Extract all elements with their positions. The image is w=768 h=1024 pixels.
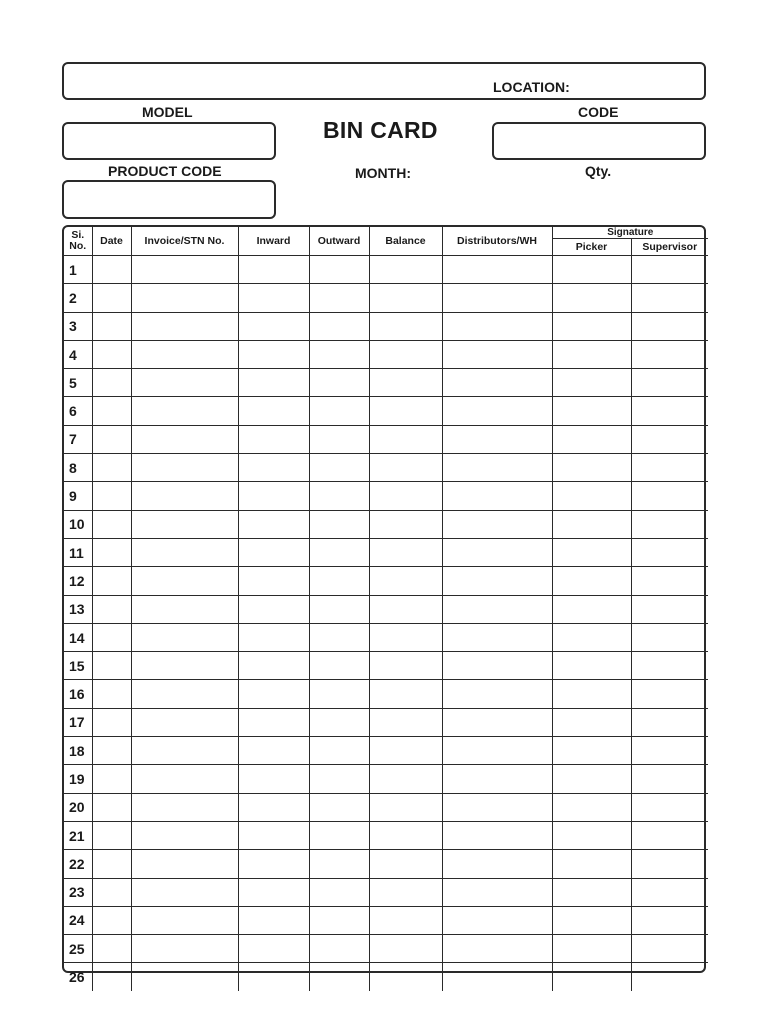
table-cell[interactable] [309, 878, 369, 906]
table-cell[interactable] [238, 312, 309, 340]
table-cell[interactable] [131, 595, 238, 623]
table-cell[interactable] [369, 821, 442, 849]
row-number: 1 [64, 256, 92, 284]
table-row [64, 821, 708, 849]
table-cell[interactable] [92, 538, 131, 566]
table-cell[interactable] [92, 765, 131, 793]
row-number: 23 [64, 878, 92, 906]
table-cell[interactable] [238, 397, 309, 425]
table-cell[interactable] [238, 935, 309, 963]
table-row [64, 595, 708, 623]
table-cell[interactable] [92, 737, 131, 765]
table-cell[interactable] [552, 737, 631, 765]
table-row [64, 538, 708, 566]
table-cell[interactable] [631, 623, 708, 651]
table-cell[interactable] [631, 652, 708, 680]
table-cell[interactable] [552, 765, 631, 793]
table-cell[interactable] [631, 312, 708, 340]
table-cell[interactable] [631, 510, 708, 538]
table-cell[interactable] [92, 425, 131, 453]
table-cell[interactable] [131, 538, 238, 566]
table-cell[interactable] [369, 567, 442, 595]
table-cell[interactable] [92, 963, 131, 991]
table-row [64, 425, 708, 453]
table-cell[interactable] [238, 765, 309, 793]
col-sl-no: Si. No. [64, 227, 92, 256]
table-cell[interactable] [131, 935, 238, 963]
table-cell[interactable] [552, 284, 631, 312]
table-cell[interactable] [309, 369, 369, 397]
col-date: Date [92, 227, 131, 256]
table-cell[interactable] [442, 510, 552, 538]
table-cell[interactable] [131, 312, 238, 340]
table-cell[interactable] [552, 256, 631, 284]
table-cell[interactable] [631, 369, 708, 397]
table-cell[interactable] [309, 737, 369, 765]
table-cell[interactable] [631, 708, 708, 736]
table-cell[interactable] [631, 935, 708, 963]
table-cell[interactable] [552, 963, 631, 991]
table-cell[interactable] [631, 878, 708, 906]
table-cell[interactable] [309, 623, 369, 651]
row-number: 8 [64, 454, 92, 482]
table-cell[interactable] [552, 567, 631, 595]
table-row [64, 369, 708, 397]
table-cell[interactable] [238, 793, 309, 821]
table-cell[interactable] [238, 284, 309, 312]
table-cell[interactable] [92, 793, 131, 821]
table-cell[interactable] [131, 878, 238, 906]
table-cell[interactable] [92, 510, 131, 538]
table-cell[interactable] [131, 850, 238, 878]
table-cell[interactable] [131, 623, 238, 651]
table-cell[interactable] [631, 256, 708, 284]
table-cell[interactable] [238, 454, 309, 482]
table-cell[interactable] [131, 737, 238, 765]
table-cell[interactable] [92, 850, 131, 878]
table-cell[interactable] [369, 623, 442, 651]
table-cell[interactable] [92, 256, 131, 284]
table-cell[interactable] [238, 567, 309, 595]
table-cell[interactable] [131, 256, 238, 284]
table-row [64, 284, 708, 312]
table-cell[interactable] [238, 878, 309, 906]
table-cell[interactable] [131, 567, 238, 595]
table-cell[interactable] [238, 623, 309, 651]
row-number: 18 [64, 737, 92, 765]
table-cell[interactable] [92, 312, 131, 340]
table-cell[interactable] [309, 284, 369, 312]
row-number: 12 [64, 567, 92, 595]
table-cell[interactable] [309, 680, 369, 708]
table-cell[interactable] [92, 878, 131, 906]
table-cell[interactable] [369, 708, 442, 736]
row-number: 13 [64, 595, 92, 623]
table-cell[interactable] [552, 850, 631, 878]
table-row [64, 397, 708, 425]
table-cell[interactable] [309, 510, 369, 538]
table-row [64, 850, 708, 878]
table-cell[interactable] [442, 312, 552, 340]
table-cell[interactable] [238, 425, 309, 453]
table-cell[interactable] [552, 425, 631, 453]
table-cell[interactable] [309, 538, 369, 566]
table-cell[interactable] [309, 963, 369, 991]
table-cell[interactable] [552, 482, 631, 510]
table-cell[interactable] [92, 567, 131, 595]
table-cell[interactable] [131, 454, 238, 482]
table-cell[interactable] [238, 538, 309, 566]
table-cell[interactable] [631, 680, 708, 708]
table-cell[interactable] [552, 454, 631, 482]
table-cell[interactable] [442, 454, 552, 482]
table-cell[interactable] [369, 963, 442, 991]
col-invoice: Invoice/STN No. [131, 227, 238, 256]
table-cell[interactable] [92, 340, 131, 368]
row-number: 22 [64, 850, 92, 878]
row-number: 2 [64, 284, 92, 312]
table-cell[interactable] [92, 906, 131, 934]
table-cell[interactable] [442, 906, 552, 934]
table-cell[interactable] [238, 482, 309, 510]
table-row [64, 935, 708, 963]
table-cell[interactable] [369, 850, 442, 878]
table-cell[interactable] [442, 567, 552, 595]
table-row [64, 510, 708, 538]
table-cell[interactable] [631, 850, 708, 878]
table-cell[interactable] [631, 567, 708, 595]
table-cell[interactable] [369, 793, 442, 821]
table-cell[interactable] [309, 340, 369, 368]
table-cell[interactable] [369, 652, 442, 680]
row-number: 3 [64, 312, 92, 340]
col-picker: Picker [552, 239, 631, 256]
table-cell[interactable] [369, 369, 442, 397]
table-cell[interactable] [131, 397, 238, 425]
table-cell[interactable] [369, 765, 442, 793]
row-number: 20 [64, 793, 92, 821]
month-label: MONTH: [355, 165, 411, 181]
table-row [64, 765, 708, 793]
table-row [64, 312, 708, 340]
table-cell[interactable] [552, 652, 631, 680]
table-cell[interactable] [92, 454, 131, 482]
table-cell[interactable] [631, 425, 708, 453]
table-cell[interactable] [238, 850, 309, 878]
table-cell[interactable] [369, 312, 442, 340]
table-cell[interactable] [369, 935, 442, 963]
row-number: 15 [64, 652, 92, 680]
table-cell[interactable] [631, 765, 708, 793]
col-supervisor: Supervisor [631, 239, 708, 256]
code-label: CODE [578, 104, 619, 120]
table-cell[interactable] [552, 708, 631, 736]
table-cell[interactable] [552, 369, 631, 397]
table-cell[interactable] [631, 454, 708, 482]
location-label: LOCATION: [493, 79, 570, 95]
table-cell[interactable] [442, 623, 552, 651]
table-cell[interactable] [131, 821, 238, 849]
table-cell[interactable] [309, 482, 369, 510]
row-number: 24 [64, 906, 92, 934]
table-cell[interactable] [631, 482, 708, 510]
table-cell[interactable] [131, 765, 238, 793]
row-number: 10 [64, 510, 92, 538]
table-cell[interactable] [552, 821, 631, 849]
table-cell[interactable] [238, 906, 309, 934]
table-cell[interactable] [442, 284, 552, 312]
table-row [64, 793, 708, 821]
table-cell[interactable] [309, 652, 369, 680]
row-number: 21 [64, 821, 92, 849]
col-inward: Inward [238, 227, 309, 256]
table-cell[interactable] [309, 793, 369, 821]
col-signature: Signature [552, 227, 708, 239]
table-cell[interactable] [552, 680, 631, 708]
table-cell[interactable] [309, 454, 369, 482]
table-cell[interactable] [442, 256, 552, 284]
model-label: MODEL [142, 104, 193, 120]
row-number: 17 [64, 708, 92, 736]
table-cell[interactable] [442, 708, 552, 736]
table-cell[interactable] [369, 538, 442, 566]
table-row [64, 482, 708, 510]
col-balance: Balance [369, 227, 442, 256]
table-cell[interactable] [631, 538, 708, 566]
row-number: 25 [64, 935, 92, 963]
model-field[interactable] [62, 122, 276, 160]
table-cell[interactable] [92, 935, 131, 963]
table-cell[interactable] [309, 935, 369, 963]
table-cell[interactable] [238, 821, 309, 849]
table-cell[interactable] [131, 708, 238, 736]
row-number: 26 [64, 963, 92, 991]
table-cell[interactable] [369, 737, 442, 765]
table-cell[interactable] [92, 623, 131, 651]
row-number: 9 [64, 482, 92, 510]
code-field[interactable] [492, 122, 706, 160]
table-cell[interactable] [442, 652, 552, 680]
table-cell[interactable] [238, 595, 309, 623]
table-cell[interactable] [131, 652, 238, 680]
table-cell[interactable] [442, 369, 552, 397]
table-cell[interactable] [369, 256, 442, 284]
table-cell[interactable] [442, 538, 552, 566]
table-cell[interactable] [92, 595, 131, 623]
table-cell[interactable] [552, 623, 631, 651]
table-cell[interactable] [309, 312, 369, 340]
table-cell[interactable] [631, 284, 708, 312]
table-cell[interactable] [309, 906, 369, 934]
table-cell[interactable] [92, 680, 131, 708]
table-cell[interactable] [369, 454, 442, 482]
table-cell[interactable] [631, 340, 708, 368]
table-cell[interactable] [369, 680, 442, 708]
row-number: 14 [64, 623, 92, 651]
table-cell[interactable] [92, 482, 131, 510]
table-cell[interactable] [309, 425, 369, 453]
row-number: 7 [64, 425, 92, 453]
table-cell[interactable] [131, 680, 238, 708]
table-cell[interactable] [442, 850, 552, 878]
table-cell[interactable] [631, 397, 708, 425]
table-cell[interactable] [92, 652, 131, 680]
table-cell[interactable] [369, 340, 442, 368]
table-row [64, 340, 708, 368]
table-cell[interactable] [309, 397, 369, 425]
table-cell[interactable] [238, 737, 309, 765]
table-cell[interactable] [131, 284, 238, 312]
table-cell[interactable] [631, 595, 708, 623]
table-cell[interactable] [369, 906, 442, 934]
table-cell[interactable] [369, 510, 442, 538]
table-cell[interactable] [552, 793, 631, 821]
table-cell[interactable] [238, 652, 309, 680]
table-cell[interactable] [369, 397, 442, 425]
table-cell[interactable] [238, 369, 309, 397]
table-row [64, 737, 708, 765]
table-row [64, 680, 708, 708]
row-number: 4 [64, 340, 92, 368]
table-cell[interactable] [238, 680, 309, 708]
bin-card-table [62, 225, 706, 986]
table-cell[interactable] [92, 821, 131, 849]
table-cell[interactable] [631, 793, 708, 821]
table-cell[interactable] [238, 963, 309, 991]
table-cell[interactable] [631, 963, 708, 991]
col-outward: Outward [309, 227, 369, 256]
table-cell[interactable] [131, 340, 238, 368]
table-row [64, 623, 708, 651]
table-cell[interactable] [552, 878, 631, 906]
table-cell[interactable] [552, 510, 631, 538]
table-cell[interactable] [442, 765, 552, 793]
table-cell[interactable] [92, 397, 131, 425]
product-code-field[interactable] [62, 180, 276, 219]
table-cell[interactable] [442, 482, 552, 510]
table-cell[interactable] [238, 340, 309, 368]
row-number: 19 [64, 765, 92, 793]
product-code-label: PRODUCT CODE [108, 163, 222, 179]
table-cell[interactable] [442, 963, 552, 991]
table-cell[interactable] [131, 510, 238, 538]
table-cell[interactable] [442, 425, 552, 453]
table-cell[interactable] [369, 878, 442, 906]
table-row [64, 454, 708, 482]
row-number: 5 [64, 369, 92, 397]
table-cell[interactable] [131, 425, 238, 453]
table-cell[interactable] [92, 369, 131, 397]
table-cell[interactable] [631, 906, 708, 934]
table-cell[interactable] [238, 708, 309, 736]
table-cell[interactable] [131, 963, 238, 991]
table-cell[interactable] [552, 312, 631, 340]
table-cell[interactable] [309, 567, 369, 595]
table-cell[interactable] [442, 793, 552, 821]
location-field[interactable] [62, 62, 706, 100]
table-cell[interactable] [369, 482, 442, 510]
row-number: 6 [64, 397, 92, 425]
table-cell[interactable] [309, 765, 369, 793]
table-cell[interactable] [309, 708, 369, 736]
row-number: 16 [64, 680, 92, 708]
table-cell[interactable] [131, 482, 238, 510]
table-cell[interactable] [442, 595, 552, 623]
row-number: 11 [64, 538, 92, 566]
table-cell[interactable] [552, 538, 631, 566]
col-distributors: Distributors/WH [442, 227, 552, 256]
table-row [64, 652, 708, 680]
table-cell[interactable] [369, 425, 442, 453]
table-cell[interactable] [131, 793, 238, 821]
table-cell[interactable] [131, 906, 238, 934]
page-title: BIN CARD [323, 117, 438, 143]
table-cell[interactable] [238, 256, 309, 284]
table-cell[interactable] [309, 821, 369, 849]
table-cell[interactable] [309, 256, 369, 284]
table-cell[interactable] [238, 510, 309, 538]
table-row [64, 567, 708, 595]
table-cell[interactable] [369, 595, 442, 623]
table-row [64, 878, 708, 906]
table-cell[interactable] [309, 595, 369, 623]
table-cell[interactable] [631, 737, 708, 765]
table-cell[interactable] [442, 737, 552, 765]
table-cell[interactable] [552, 397, 631, 425]
table-cell[interactable] [631, 821, 708, 849]
table-cell[interactable] [369, 284, 442, 312]
table-row [64, 906, 708, 934]
table-cell[interactable] [442, 340, 552, 368]
table-cell[interactable] [131, 369, 238, 397]
table-cell[interactable] [309, 850, 369, 878]
table-cell[interactable] [442, 878, 552, 906]
table-cell[interactable] [552, 935, 631, 963]
table-cell[interactable] [552, 340, 631, 368]
qty-label: Qty. [585, 163, 612, 179]
table-row [64, 963, 708, 991]
table-cell[interactable] [442, 397, 552, 425]
table-cell[interactable] [92, 708, 131, 736]
table-cell[interactable] [442, 935, 552, 963]
table-cell[interactable] [552, 595, 631, 623]
table-cell[interactable] [442, 680, 552, 708]
table-cell[interactable] [442, 821, 552, 849]
table-cell[interactable] [92, 284, 131, 312]
table-cell[interactable] [552, 906, 631, 934]
table-row [64, 256, 708, 284]
table-row [64, 708, 708, 736]
